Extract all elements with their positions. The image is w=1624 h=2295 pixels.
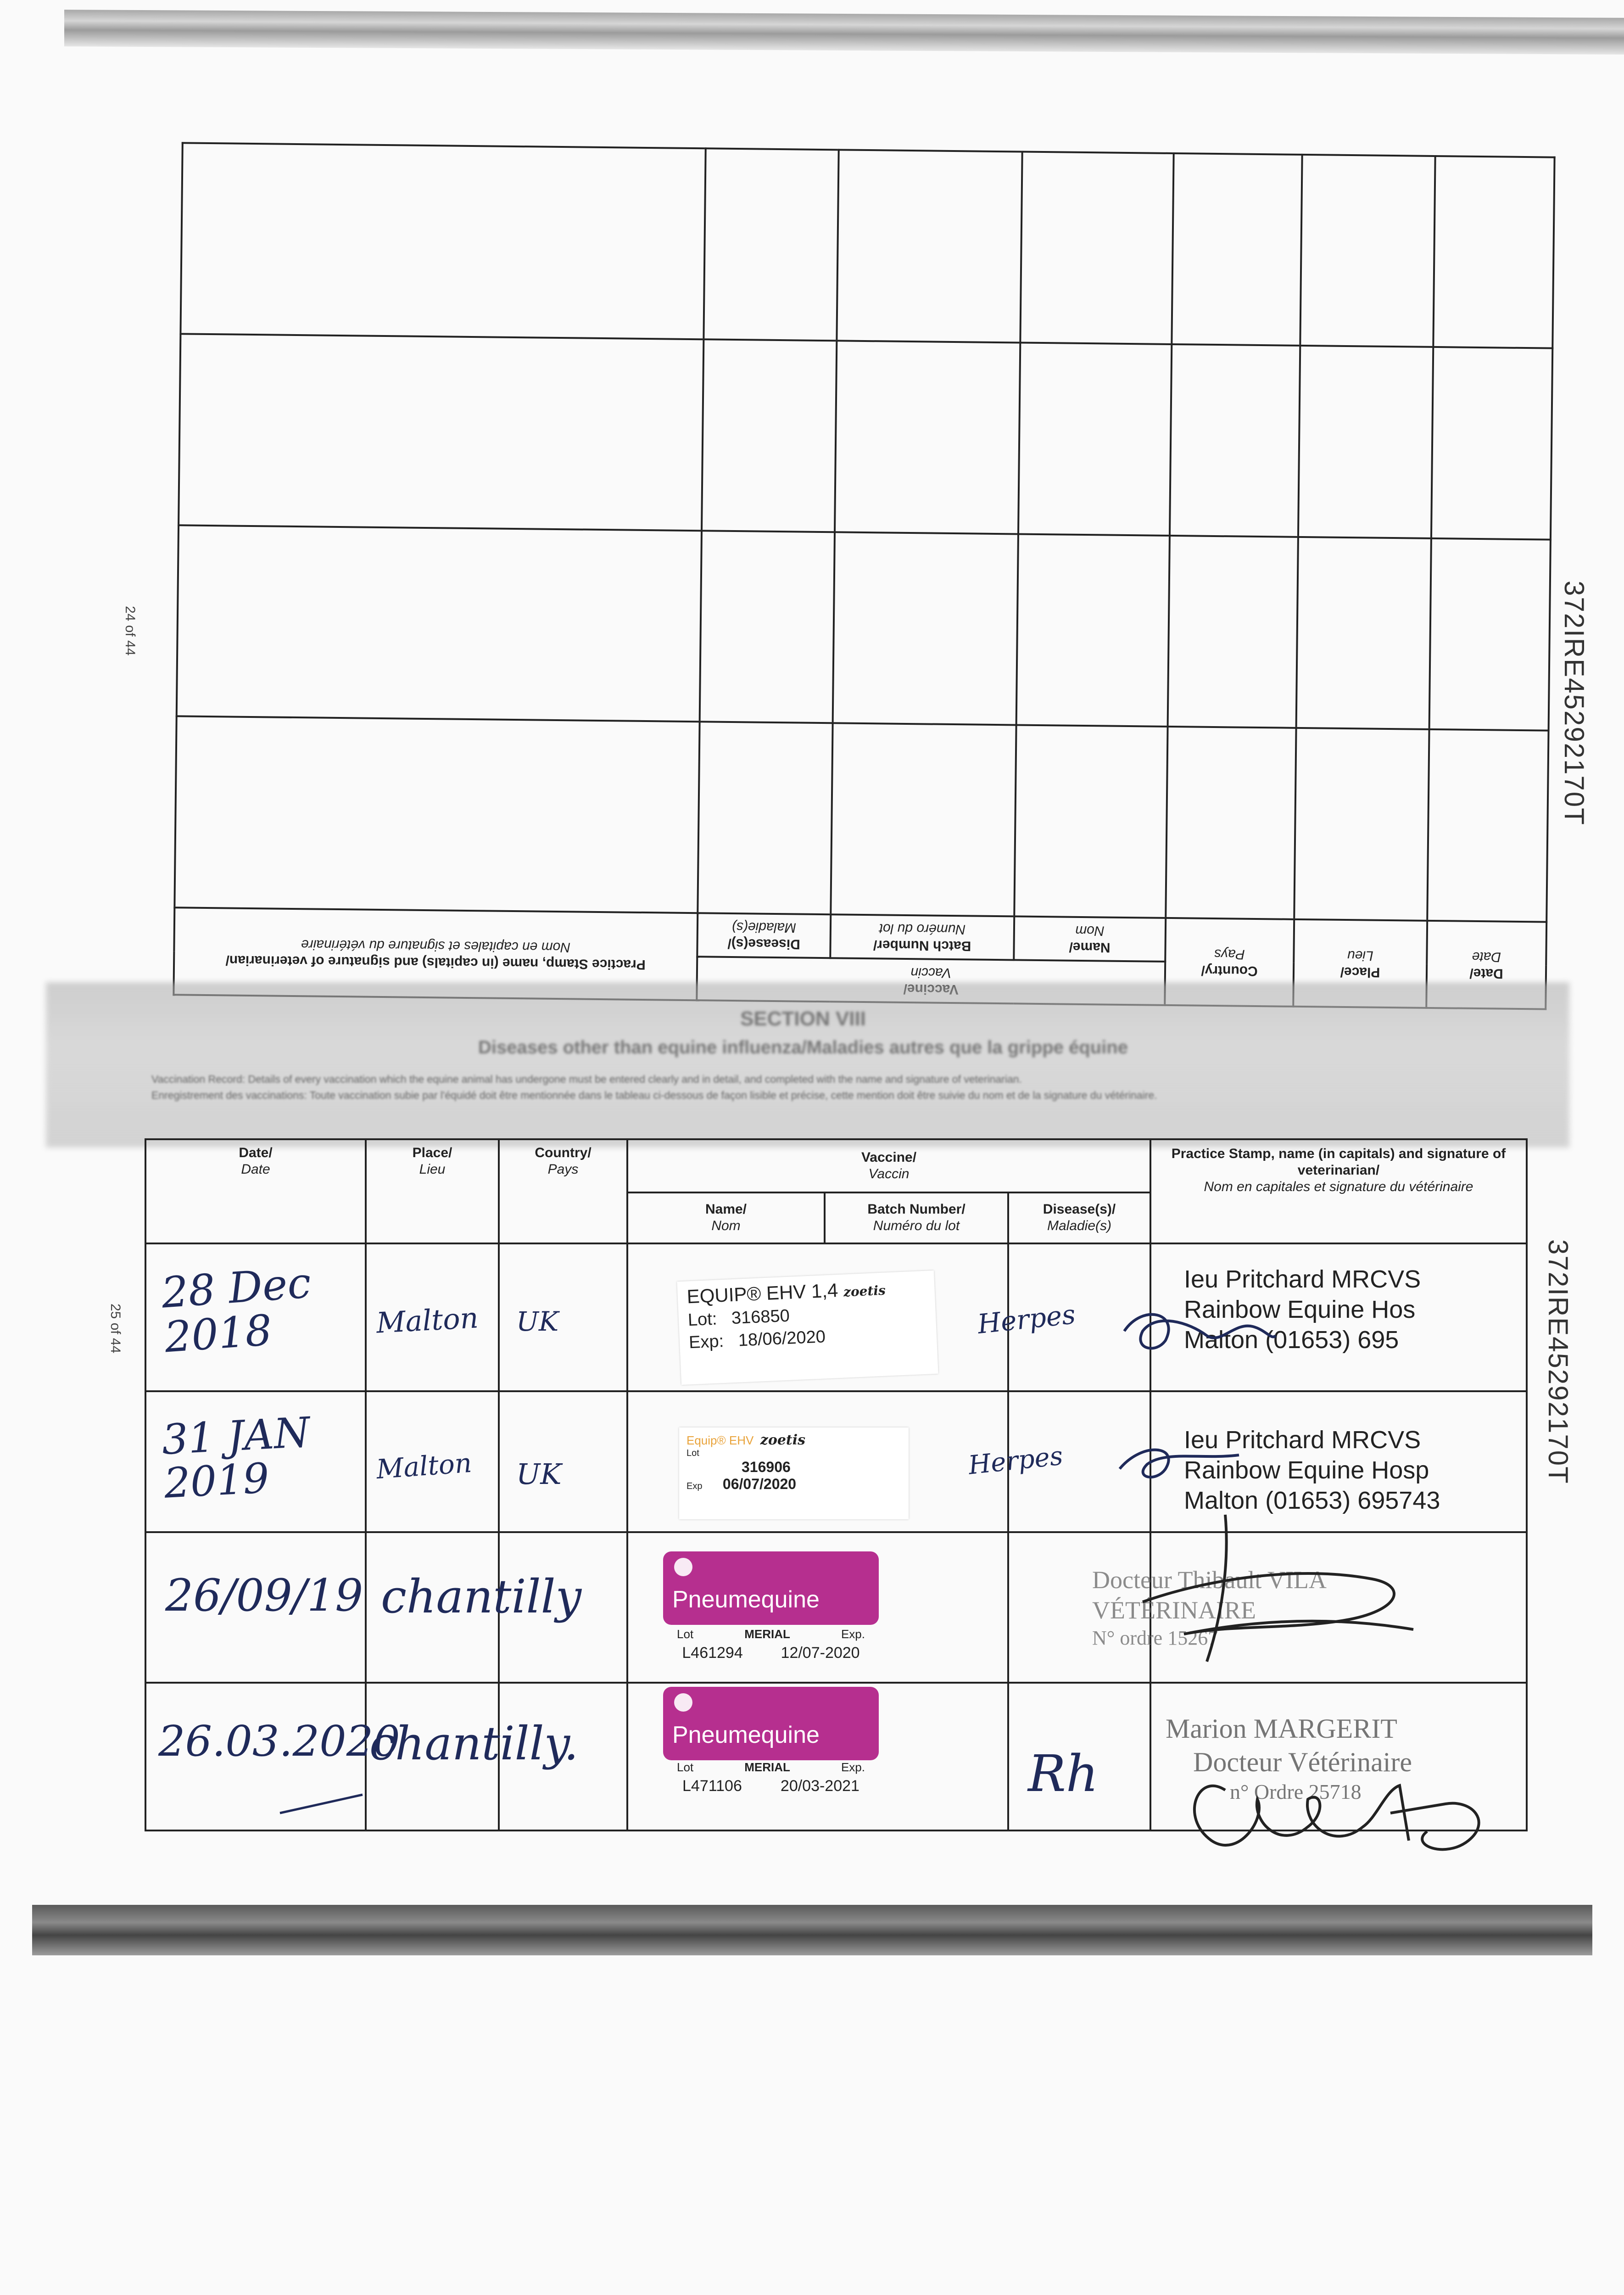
row3-manufacturer: MERIAL: [744, 1627, 790, 1641]
header-name: Name/ Nom: [627, 1192, 825, 1243]
row2-vet-signature: [1111, 1437, 1248, 1487]
row4-expiry-date: 20/03-2021: [780, 1777, 859, 1795]
row3-vaccine-name: Pneumequine: [672, 1586, 820, 1613]
row1-vaccine-name: EQUIP® EHV 1,4: [686, 1279, 839, 1308]
row4-manufacturer: MERIAL: [744, 1760, 790, 1774]
row4-date: 26.03.2020: [158, 1717, 400, 1766]
upper-header-name: Name/ Nom: [1014, 916, 1166, 961]
row4-label-footer: [663, 1760, 879, 1795]
section-description-fr: Enregistrement des vaccinations: Toute vaccination subie par l'équidé doit être mentionnée dans le tableau ci-dessous de façon lisible et précise, cette mention doit être suivie du nom et de la signature du vétérinaire.: [151, 1089, 1157, 1101]
upper-header-disease: Disease(s)/ Maladie(s): [697, 913, 831, 958]
row1-vaccine-label: [677, 1271, 938, 1385]
upper-empty-row: [177, 525, 1551, 731]
upper-page-table: [174, 142, 1555, 1010]
scan-edge-bottom: [32, 1905, 1592, 1955]
row4-vaccine-label: [663, 1687, 879, 1760]
row4-stamp-line3: n° Ordre 25718: [1230, 1780, 1362, 1804]
row1-country: UK: [516, 1306, 559, 1337]
upper-page-number: 24 of 44: [123, 606, 138, 656]
section-description-en: Vaccination Record: Details of every vaccination which the equine animal has undergone must be entered clearly and in detail, and completed with the name and signature of veterinarian.: [151, 1073, 1022, 1085]
row3-place: chantilly: [381, 1570, 582, 1623]
upper-empty-row: [180, 143, 1554, 348]
row2-date: 31 JAN 2019: [161, 1408, 312, 1508]
row2-vaccine-brand: zoetis: [760, 1432, 806, 1448]
row1-vet-signature: [1115, 1304, 1280, 1359]
lower-page-number: 25 of 44: [108, 1304, 123, 1354]
section-title: SECTION VIII: [740, 1008, 866, 1030]
row2-disease: Herpes: [967, 1441, 1065, 1481]
row4-lot-label: Lot: [677, 1760, 694, 1774]
row3-vet-signature: [1115, 1510, 1436, 1675]
row3-exp-label: Exp.: [841, 1627, 865, 1641]
row4-stamp-line1: Marion MARGERIT: [1166, 1713, 1397, 1744]
row3-label-icon: [674, 1558, 692, 1576]
row4-date-underline: [275, 1790, 367, 1818]
row3-stamp-line3: N° ordre 15267: [1092, 1626, 1218, 1649]
row2-vaccine-label: [679, 1427, 909, 1519]
row2-stamp-line2: Rainbow Equine Hosp: [1184, 1456, 1429, 1484]
upper-horse-id: 372IRE45292170T: [1559, 581, 1590, 826]
row3-lot-label: Lot: [677, 1627, 694, 1641]
row2-batch-number: 316906: [742, 1459, 791, 1475]
header-stamp: Practice Stamp, name (in capitals) and signature of veterinarian/ Nom en capitales et signature du vétérinaire: [1150, 1139, 1527, 1243]
header-batch: Batch Number/ Numéro du lot: [825, 1192, 1008, 1243]
row1-expiry-date: 18/06/2020: [737, 1327, 826, 1350]
row1-disease: Herpes: [976, 1299, 1077, 1340]
row1-date: 28 Dec 2018: [160, 1258, 313, 1362]
row2-stamp-line1: Ieu Pritchard MRCVS: [1184, 1426, 1421, 1454]
upper-header-vaccine: Vaccin: [697, 957, 1165, 1005]
upper-header-date: Date/ Date: [1426, 921, 1546, 1009]
row3-label-footer: [663, 1627, 879, 1662]
row1-stamp-line2: Rainbow Equine Hos: [1184, 1295, 1416, 1323]
row2-vaccine-name: Equip® EHV: [686, 1433, 754, 1447]
upper-header-country: Country/ Pays: [1165, 918, 1294, 1007]
upper-empty-row: [179, 334, 1552, 540]
row4-label-icon: [674, 1693, 692, 1712]
row2-lot-label: Lot: [686, 1448, 699, 1458]
row4-batch-number: L471106: [682, 1777, 742, 1795]
lower-horse-id: 372IRE45292170T: [1543, 1239, 1574, 1484]
scan-edge-top: [64, 10, 1624, 55]
row4-vet-signature: [1170, 1735, 1501, 1873]
section-subtitle: Diseases other than equine influenza/Maladies autres que la grippe équine: [478, 1037, 1128, 1058]
header-date: Date/ Date: [145, 1139, 366, 1243]
row1-exp-label: Exp:: [688, 1332, 725, 1353]
upper-header-stamp: Practice Stamp, name (in capitals) and signature of veterinarian/ Nom en capitales et signature du vétérinaire: [173, 907, 698, 1000]
header-disease: Disease(s)/ Maladie(s): [1008, 1192, 1150, 1243]
row3-vaccine-label: [663, 1551, 879, 1625]
row3-stamp-line1: Docteur Thibault VILA: [1092, 1566, 1327, 1594]
row2-stamp-line3: Malton (01653) 695743: [1184, 1486, 1440, 1514]
row4-disease: Rh: [1028, 1744, 1099, 1803]
row4-vaccine-name: Pneumequine: [672, 1722, 820, 1748]
row4-exp-label: Exp.: [841, 1760, 865, 1774]
row1-vaccine-brand: zoetis: [843, 1282, 886, 1300]
row1-batch-number: 316850: [731, 1306, 790, 1328]
row1-stamp-line3: Malton (01653) 695: [1184, 1326, 1399, 1354]
header-place: Place/ Lieu: [366, 1139, 499, 1243]
row2-country: UK: [516, 1457, 562, 1491]
header-country: Country/ Pays: [499, 1139, 627, 1243]
row3-batch-number: L461294: [682, 1644, 743, 1662]
row1-lot-label: Lot:: [687, 1309, 718, 1330]
row3-expiry-date: 12/07-2020: [781, 1644, 860, 1662]
row3-date: 26/09/19: [165, 1570, 363, 1621]
row4-place: chantilly.: [369, 1717, 579, 1770]
row1-place: Malton: [375, 1301, 480, 1340]
row2-place: Malton: [375, 1447, 473, 1485]
header-vaccine: Vaccine/ Vaccin: [627, 1139, 1150, 1192]
row2-expiry-date: 06/07/2020: [722, 1476, 797, 1492]
row1-stamp-line1: Ieu Pritchard MRCVS: [1184, 1265, 1421, 1293]
upper-empty-row: [174, 716, 1548, 922]
row2-exp-label: Exp: [686, 1481, 703, 1491]
row4-stamp-line2: Docteur Vétérinaire: [1193, 1747, 1412, 1778]
upper-header-batch: Batch Number/ Numéro du lot: [830, 914, 1014, 960]
row3-stamp-line2: VÉTÉRINAIRE: [1092, 1596, 1256, 1624]
scan-smudge: [46, 982, 1569, 1148]
upper-header-place: Place/ Lieu: [1293, 919, 1427, 1008]
